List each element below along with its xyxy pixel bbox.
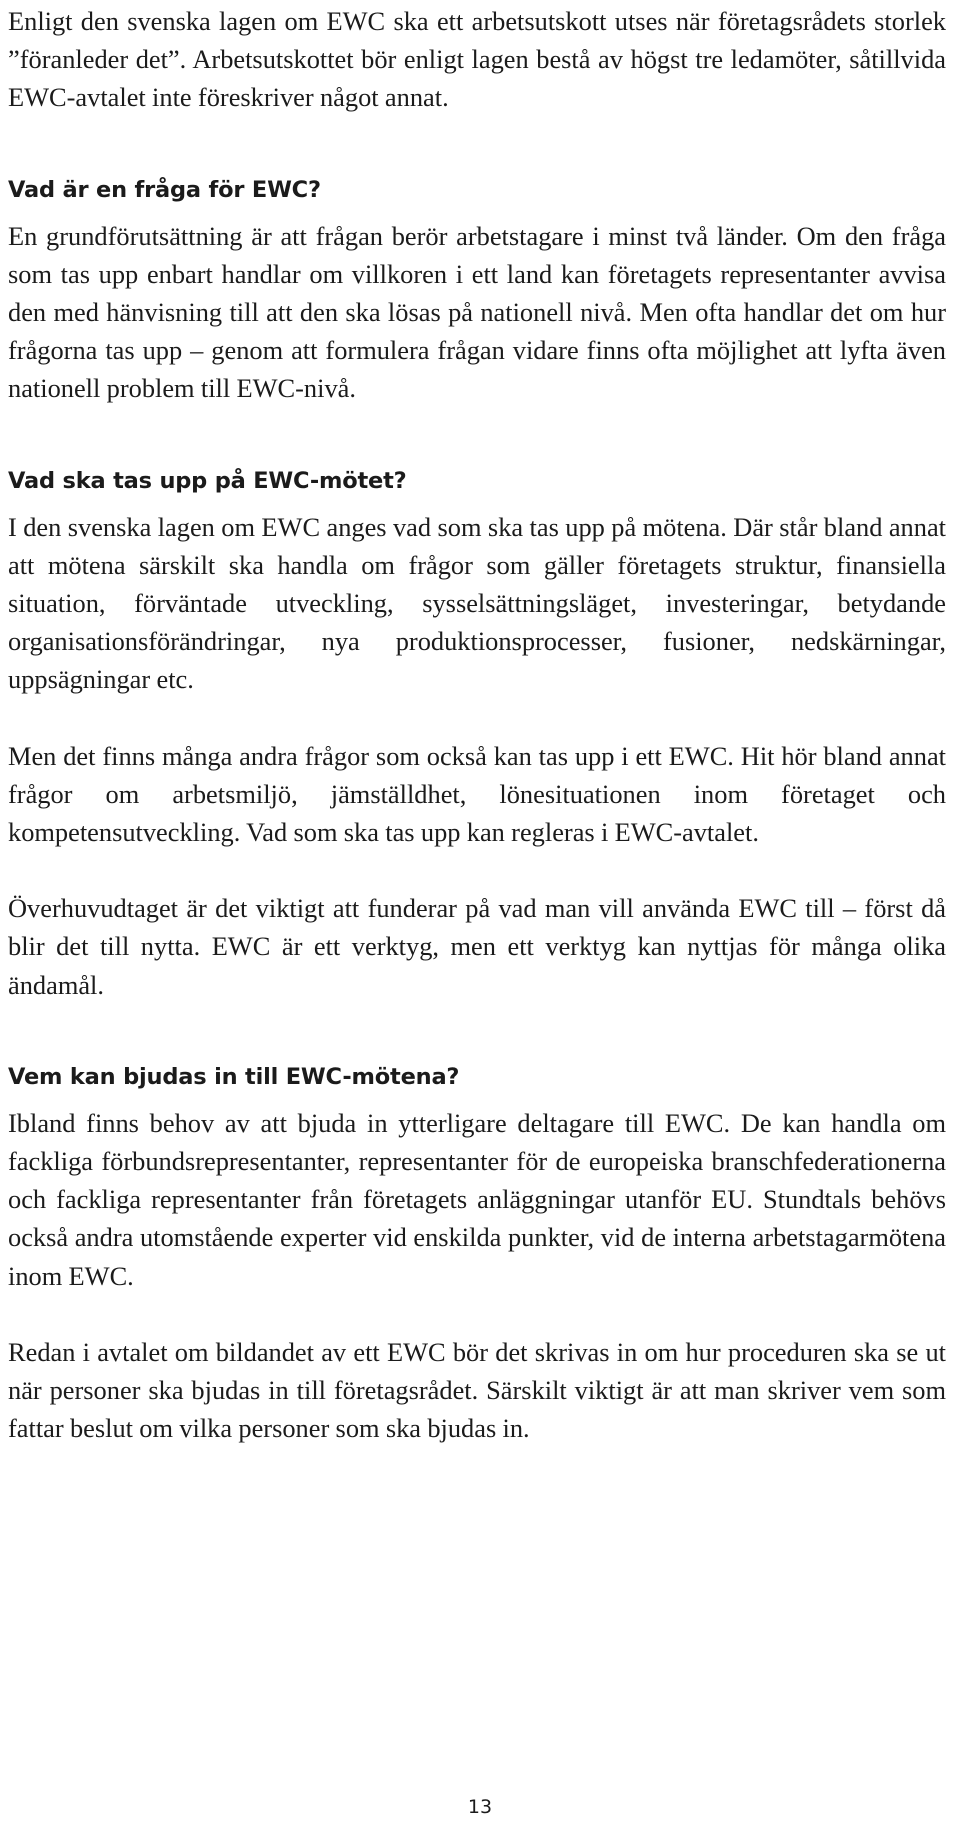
heading-vad-ska-tas-upp: Vad ska tas upp på EWC-mötet? (8, 467, 407, 494)
paragraph-avtalet-bildandet: Redan i avtalet om bildandet av ett EWC bör det skrivas in om hur proceduren ska se ut när personer ska bjudas in till företagsrådet. Särskilt viktigt är att man skriver vem som fattar beslut om vilka personer som ska bjudas in. (8, 1336, 946, 1444)
paragraph-andra-fragor: Men det finns många andra frågor som också kan tas upp i ett EWC. Hit hör bland annat frågor om arbetsmiljö, jämställdhet, lönesituationen inom företaget och kompetensutveckling. Vad som ska tas upp kan regleras i EWC-avtalet. (8, 740, 946, 848)
page-number: 13 (467, 1796, 493, 1818)
document-page (8, 0, 946, 1447)
paragraph-svenska-lagen-moten: I den svenska lagen om EWC anges vad som ska tas upp på mötena. Där står bland annat att mötena särskilt ska handla om frågor som gäller företagets struktur, finansiella situation, förväntade utveckling, sysselsättningsläget, investeringar, betydande organisationsförändringar, nya produktionsprocesser, fusioner, nedskärningar, uppsägningar etc. (8, 511, 946, 695)
paragraph-grundforutsattning: En grundförutsättning är att frågan berör arbetstagare i minst två länder. Om den fråga som tas upp enbart handlar om villkoren i ett land kan företagets representanter avvisa den med hänvisning till att den ska lösas på nationell nivå. Men ofta handlar det om hur frågorna tas upp – genom att formulera frågan vidare finns ofta möjlighet att lyfta även nationell problem till EWC-nivå. (8, 220, 946, 404)
heading-vad-ar-en-fraga: Vad är en fråga för EWC? (8, 176, 321, 203)
heading-vem-kan-bjudas-in: Vem kan bjudas in till EWC-mötena? (8, 1063, 460, 1090)
paragraph-ytterligare-deltagare: Ibland finns behov av att bjuda in ytterligare deltagare till EWC. De kan handla om fackliga förbundsrepresentanter, representanter för de europeiska branschfederationerna och fackliga representanter från företagets anläggningar utanför EU. Stundtals behövs också andra utomstående experter vid enskilda punkter, vid de interna arbetstagarmötena inom EWC. (8, 1107, 946, 1291)
paragraph-overhuvudtaget: Överhuvudtaget är det viktigt att funderar på vad man vill använda EWC till – först då blir det till nytta. EWC är ett verktyg, men ett verktyg kan nyttjas för många olika ändamål. (8, 893, 946, 1000)
paragraph-arbetsutskott: Enligt den svenska lagen om EWC ska ett arbetsutskott utses när företagsrådets storlek ”föranleder det”. Arbetsutskottet bör enligt lagen bestå av högst tre ledamöter, såtillvida EWC-avtalet inte föreskriver något annat. (8, 6, 946, 113)
